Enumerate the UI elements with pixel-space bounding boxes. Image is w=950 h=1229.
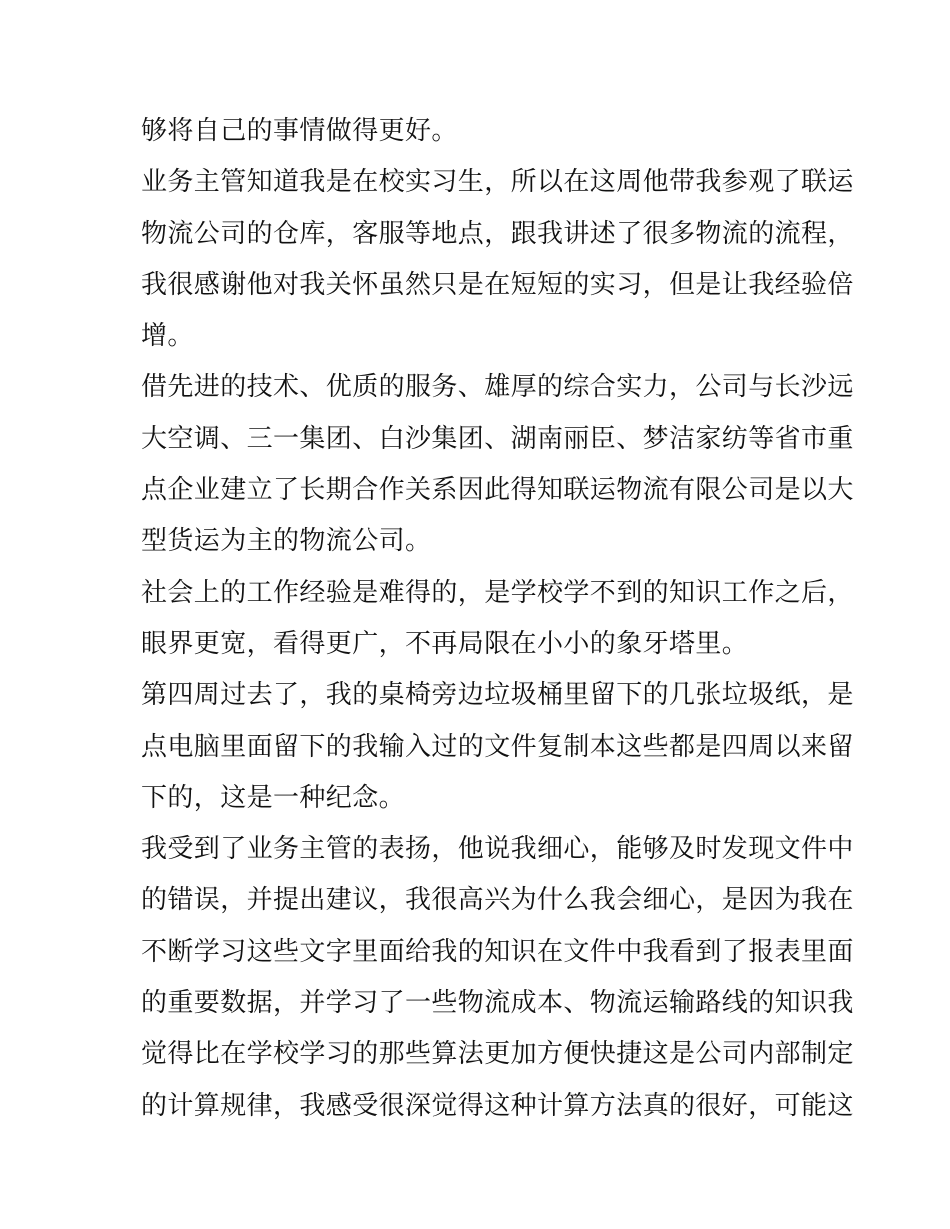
text-line: 眼界更宽，看得更广，不再局限在小小的象牙塔里。	[141, 628, 749, 659]
text-line: 的错误，并提出建议，我很高兴为什么我会细心，是因为我在	[141, 885, 854, 916]
text-line: 够将自己的事情做得更好。	[141, 116, 458, 146]
text-line: 下的，这是一种纪念。	[141, 782, 406, 813]
text-line: 业务主管知道我是在校实习生，所以在这周他带我参观了联运	[141, 167, 854, 198]
text-line: 点电脑里面留下的我输入过的文件复制本这些都是四周以来留	[141, 731, 854, 762]
text-line: 我很感谢他对我关怀虽然只是在短短的实习，但是让我经验倍	[141, 269, 854, 300]
text-line: 的重要数据，并学习了一些物流成本、物流运输路线的知识我	[141, 988, 854, 1019]
text-line: 的计算规律，我感受很深觉得这种计算方法真的很好，可能这	[141, 1090, 854, 1121]
text-line: 增。	[141, 321, 194, 352]
text-line: 物流公司的仓库，客服等地点，跟我讲述了很多物流的流程，	[141, 218, 854, 249]
text-line: 社会上的工作经验是难得的，是学校学不到的知识工作之后，	[141, 577, 854, 608]
text-line: 觉得比在学校学习的那些算法更加方便快捷这是公司内部制定	[141, 1039, 854, 1070]
text-line: 点企业建立了长期合作关系因此得知联运物流有限公司是以大	[141, 475, 854, 506]
text-line: 型货运为主的物流公司。	[141, 526, 432, 557]
text-line: 不断学习这些文字里面给我的知识在文件中我看到了报表里面	[141, 936, 854, 967]
body-text	[141, 106, 854, 1132]
text-line: 大空调、三一集团、白沙集团、湖南丽臣、梦洁家纺等省市重	[141, 423, 854, 454]
text-line: 借先进的技术、优质的服务、雄厚的综合实力，公司与长沙远	[141, 372, 854, 403]
text-line: 我受到了业务主管的表扬，他说我细心，能够及时发现文件中	[141, 834, 854, 865]
text-line: 第四周过去了，我的桌椅旁边垃圾桶里留下的几张垃圾纸，是	[141, 680, 854, 711]
